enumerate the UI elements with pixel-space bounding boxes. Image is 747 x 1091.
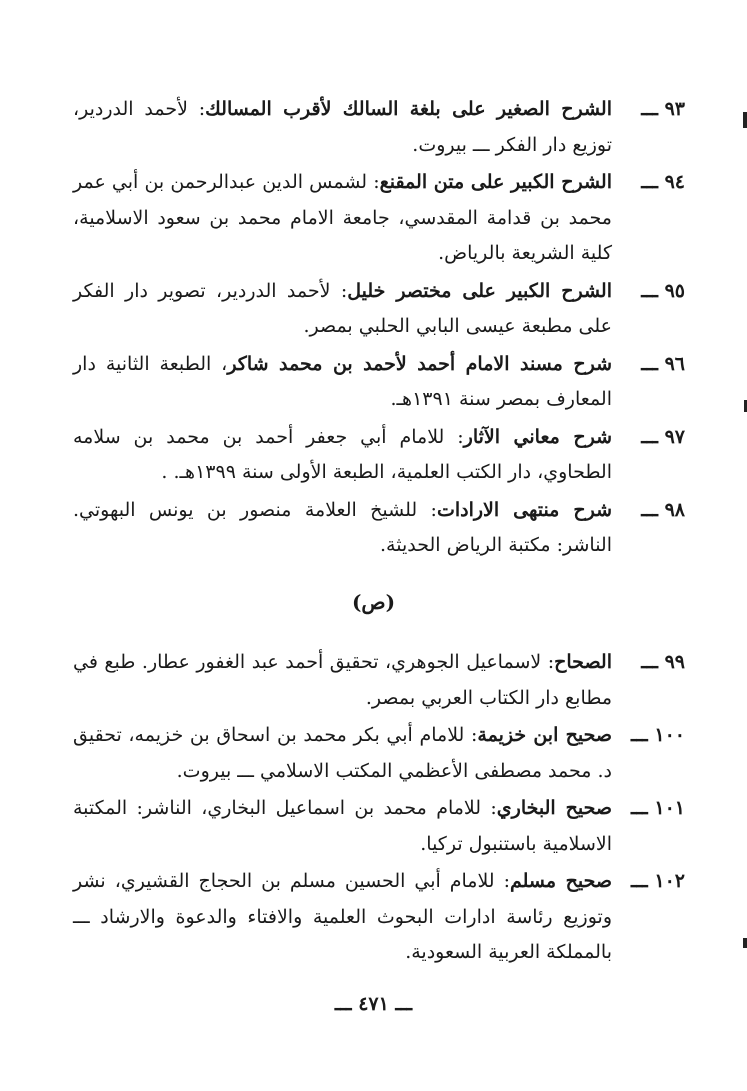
entry-number: ٩٩ ـــ [641,651,685,673]
entry-number: ١٠١ ـــ [631,797,685,819]
bibliography-entry [73,791,685,862]
entry-title: شرح منتهى الارادات [436,498,612,521]
entry-text: ، الطبعة الثانية دار المعارف بمصر سنة ١٣٩١هـ. [73,352,612,410]
bibliography-entry [73,864,685,971]
entry-title: الصحاح [554,651,612,673]
bibliography-list-bottom [73,645,685,973]
entry-text: : لشمس الدين عبدالرحمن بن أبي عمر محمد بن قدامة المقدسي، جامعة الامام محمد بن سعود الاسلامية، كلية الشريعة بالرياض. [73,171,612,264]
entry-number: ٩٤ ـــ [641,171,685,193]
entry-text: : لأحمد الدردير، توزيع دار الفكر ـــ بيروت. [73,98,612,156]
bibliography-entry [73,165,685,272]
entry-number: ١٠٢ ـــ [631,870,685,892]
entry-title: الشرح الكبير على مختصر خليل [347,279,612,302]
bibliography-list-top [73,92,685,566]
entry-title: الشرح الصغير على بلغة السالك لأقرب المسالك [205,98,612,120]
entry-text: : لاسماعيل الجوهري، تحقيق أحمد عبد الغفور عطار. طبع في مطابع دار الكتاب العربي بمصر. [73,651,612,709]
entry-text: : للامام محمد بن اسماعيل البخاري، الناشر: المكتبة الاسلامية باستنبول تركيا. [73,797,612,855]
section-heading: (ص) [351,590,396,614]
entry-title: شرح مسند الامام أحمد لأحمد بن محمد شاكر [227,352,612,375]
entry-text: : للشيخ العلامة منصور بن يونس البهوتي. الناشر: مكتبة الرياض الحديثة. [73,498,612,556]
page-number: ـــ ٤٧١ ـــ [334,993,413,1015]
bibliography-entry [73,347,685,418]
entry-number: ٩٧ ـــ [641,425,685,448]
entry-number: ٩٥ ـــ [641,279,685,302]
entry-text: : للامام أبي بكر محمد بن اسحاق بن خزيمه، تحقيق د. محمد مصطفى الأعظمي المكتب الاسلامي ـــ بيروت. [73,724,612,782]
entry-number: ٩٨ ـــ [641,498,685,521]
bibliography-entry [73,92,685,163]
entry-number: ٩٦ ـــ [641,352,685,375]
bibliography-entry [73,645,685,716]
entry-title: صحيح مسلم [509,870,612,892]
entry-text: : للامام أبي جعفر أحمد بن محمد بن سلامه الطحاوي، دار الكتب العلمية، الطبعة الأولى سنة ١٣٩٩هـ. . [73,425,612,483]
bibliography-entry [73,718,685,789]
entry-text: : للامام أبي الحسين مسلم بن الحجاج القشيري، نشر وتوزيع رئاسة ادارات البحوث العلمية والافتاء والدعوة والارشاد ـــ بالمملكة العربية السعودية. [73,870,612,963]
bibliography-entry [73,493,685,564]
entry-title: صحيح ابن خزيمة [477,724,613,746]
scan-edge-mark [743,112,747,128]
entry-title: شرح معاني الآثار [463,425,612,448]
scan-edge-mark [743,938,747,948]
entry-title: صحيح البخاري [496,797,612,819]
bibliography-entry [73,274,685,345]
bibliography-entry [73,420,685,491]
entry-number: ٩٣ ـــ [641,98,685,120]
entry-text: : لأحمد الدردير، تصوير دار الفكر على مطبعة عيسى البابي الحلبي بمصر. [73,279,612,337]
entry-number: ١٠٠ ـــ [631,724,685,746]
entry-title: الشرح الكبير على متن المقنع [379,171,612,193]
